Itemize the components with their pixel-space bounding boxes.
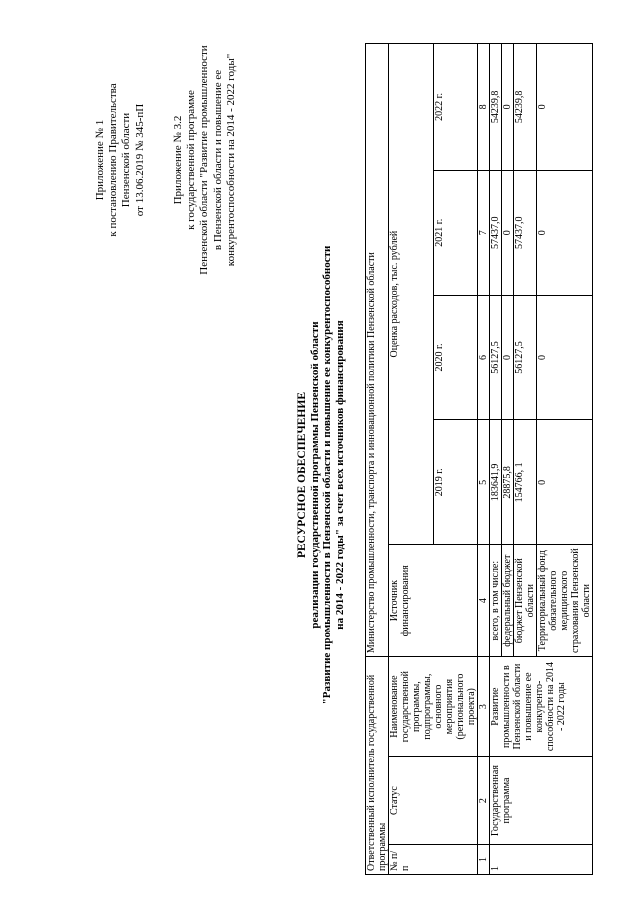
table-row: [366, 44, 389, 875]
table-cell: 0: [537, 170, 593, 295]
table-cell: бюджет Пензенской области: [514, 545, 537, 657]
table-cell: 1: [478, 845, 490, 875]
table-cell: 57437,0: [490, 170, 502, 295]
appendix-2-line: в Пензенской области и повышение ее: [211, 69, 224, 251]
table-header-cell: Министерство промышленности, транспорта и инновационной политики Пензенской области: [366, 44, 389, 657]
table-header-cell: Оценка расходов, тыс. рублей: [389, 44, 434, 545]
table-header-cell: 2021 г.: [433, 170, 478, 295]
table-header-cell: Наименование государственной программы, подпрограммы, основного мероприятия (регионального проекта): [389, 657, 478, 757]
appendix-2-line: Пензенской области "Развитие промышленности: [198, 45, 211, 275]
resource-table: [365, 43, 593, 875]
appendix-1-line: от 13.06.2019 № 345-пП: [133, 103, 146, 217]
table-cell: 0: [537, 44, 593, 171]
table-cell: 57437,0: [514, 170, 537, 295]
table-header-cell: 2019 г.: [433, 420, 478, 545]
table-header-cell: Источник финансирования: [389, 545, 478, 657]
table-header-cell: 2022 г.: [433, 44, 478, 171]
appendix-1-line: Пензенской области: [120, 112, 133, 208]
table-cell: 0: [537, 295, 593, 420]
table-cell: 54239,8: [514, 44, 537, 171]
table-header-cell: Ответственный исполнитель государственной программы: [366, 657, 389, 875]
appendix-1-line: к постановлению Правительства: [107, 83, 120, 237]
appendix-2-line: конкурентоспособности на 2014 - 2022 годы": [224, 53, 237, 267]
table-header-cell: № п/п: [389, 845, 478, 875]
document-title: [296, 175, 346, 775]
table-cell: Территориальный фонд обязательного медицинского страхования Пензенской области: [537, 545, 593, 657]
table-cell: 0: [502, 295, 514, 420]
table-cell: Развитие промышленности в Пензенской области и повышение ее конкуренто-способности на 2014 - 2022 годы: [490, 657, 593, 757]
table-cell: 0: [537, 420, 593, 545]
table-row: [389, 44, 434, 875]
appendix-2-line: к государственной программе: [185, 90, 198, 230]
table-cell: 8: [478, 44, 490, 171]
table-row: [478, 44, 490, 875]
title-line: реализации государственной программы Пензенской области: [308, 321, 321, 629]
table-cell: всего, в том числе:: [490, 545, 502, 657]
table-cell: 154766, 1: [514, 420, 537, 545]
table-cell: 2: [478, 757, 490, 845]
table-cell: Государственная программа: [490, 757, 593, 845]
table-cell: 0: [502, 44, 514, 171]
title-line: "Развитие промышленности в Пензенской области и повышение ее конкурентоспособности: [321, 245, 334, 705]
table-cell: 56127,5: [490, 295, 502, 420]
table-header-cell: 2020 г.: [433, 295, 478, 420]
appendix-2-block: [172, 0, 238, 325]
table-cell: 183641,9: [490, 420, 502, 545]
table-row: [490, 44, 502, 875]
table-cell: 56127,5: [514, 295, 537, 420]
table-cell: 5: [478, 420, 490, 545]
table-cell: 6: [478, 295, 490, 420]
table-cell: 4: [478, 545, 490, 657]
table-cell: 3: [478, 657, 490, 757]
table-cell: 7: [478, 170, 490, 295]
title-line: РЕСУРСНОЕ ОБЕСПЕЧЕНИЕ: [296, 392, 308, 559]
table-cell: 1: [490, 845, 593, 875]
appendix-1-line: Приложение № 1: [94, 119, 106, 201]
table-cell: 54239,8: [490, 44, 502, 171]
title-line: на 2014 - 2022 годы" за счет всех источников финансирования: [333, 320, 346, 630]
table-cell: 28875,8: [502, 420, 514, 545]
appendix-1-block: [94, 10, 147, 310]
appendix-2-line: Приложение № 3.2: [172, 115, 184, 205]
table-cell: федеральный бюджет: [502, 545, 514, 657]
table-cell: 0: [502, 170, 514, 295]
table-header-cell: Статус: [389, 757, 478, 845]
